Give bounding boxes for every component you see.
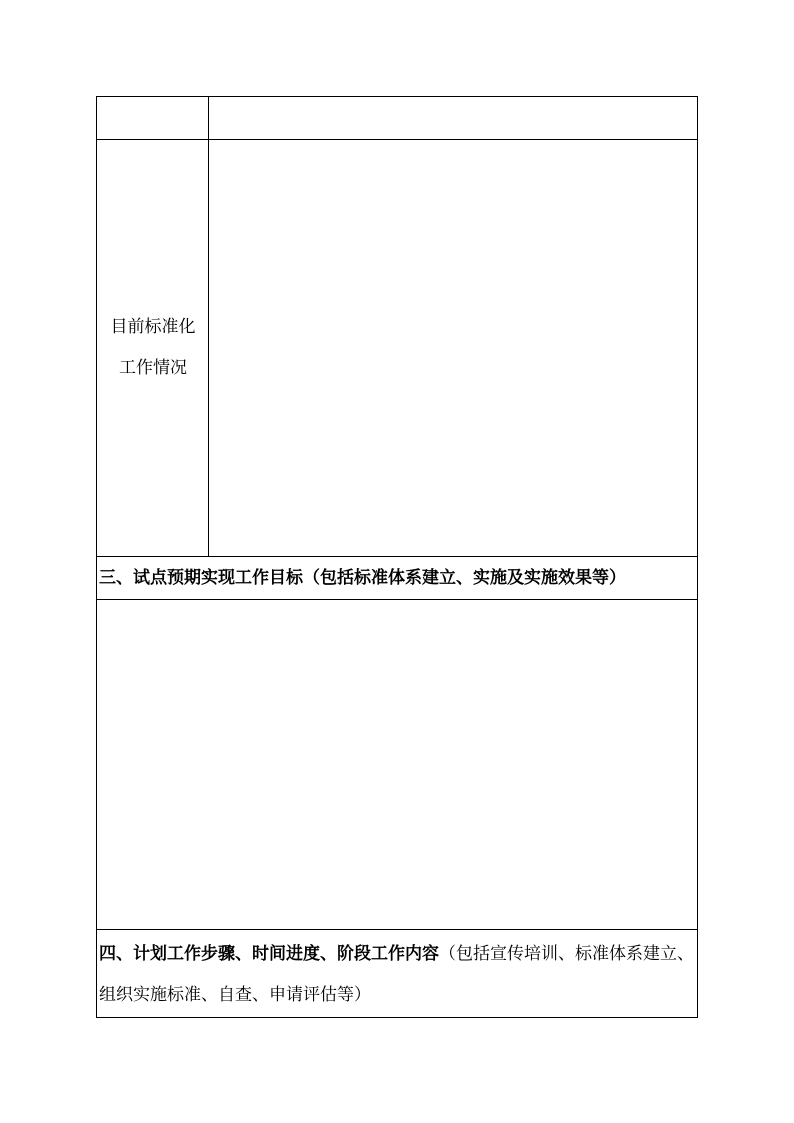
- status-label-line2: 工作情况: [119, 358, 187, 378]
- section3-heading: 三、试点预期实现工作目标（包括标准体系建立、实施及实施效果等）: [99, 568, 626, 588]
- blank-value-cell[interactable]: [209, 97, 697, 139]
- section3-heading-row: [97, 557, 697, 600]
- section3-input-area[interactable]: [97, 600, 697, 930]
- section4-heading-row: [97, 930, 697, 1017]
- status-label-line1: 目前标准化: [110, 317, 196, 337]
- standardization-status-row: [97, 140, 697, 557]
- section4-heading-note: （包括宣传培训、标准体系建立、组织实施标准、自查、申请评估等）: [99, 944, 694, 1005]
- section4-heading: [99, 934, 695, 1016]
- status-label: [97, 140, 209, 556]
- status-input-area[interactable]: [209, 140, 697, 556]
- status-label-cell: [97, 140, 209, 556]
- section4-heading-main: 四、计划工作步骤、时间进度、阶段工作内容: [99, 944, 439, 964]
- blank-label-cell: [97, 97, 209, 139]
- blank-top-row: [97, 97, 697, 140]
- application-form-table: [96, 96, 698, 1018]
